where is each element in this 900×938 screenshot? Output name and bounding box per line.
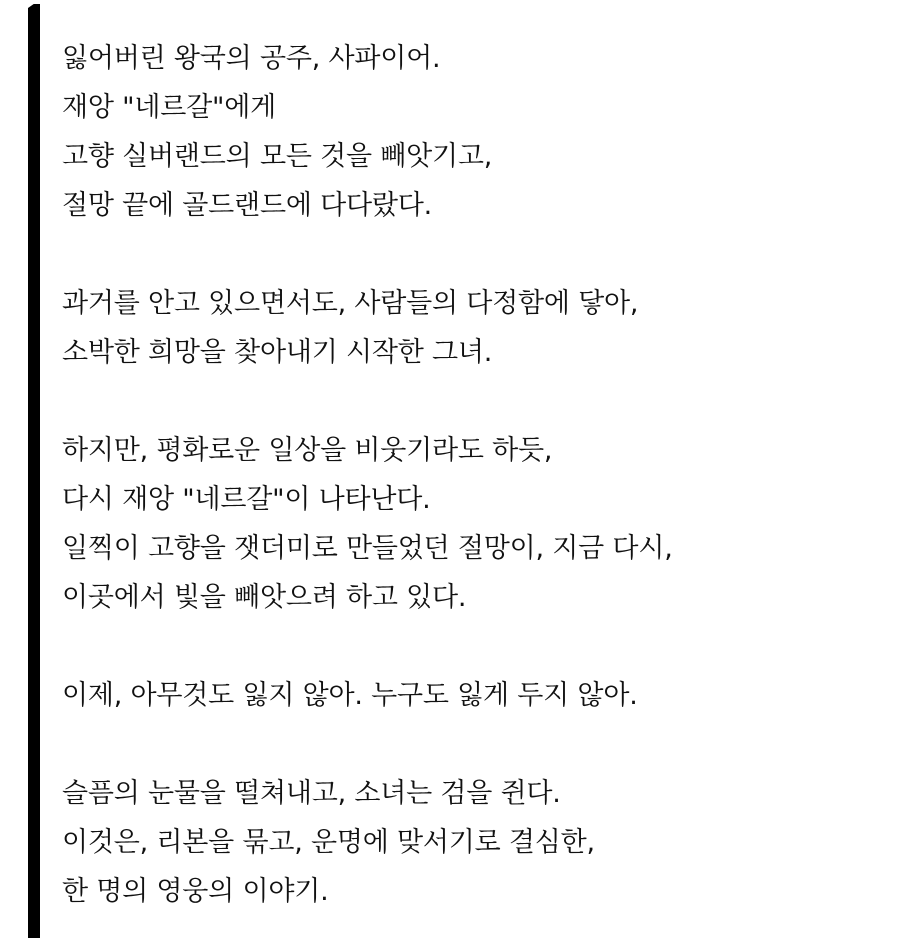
text-line: 고향 실버랜드의 모든 것을 빼앗기고,	[62, 141, 493, 172]
text-line: 다시 재앙 "네르갈"이 나타난다.	[62, 484, 431, 515]
story-text	[62, 34, 882, 916]
paragraph-gap	[62, 377, 882, 426]
text-line: 재앙 "네르갈"에게	[62, 92, 276, 123]
text-line: 이것은, 리본을 묶고, 운명에 맞서기로 결심한,	[62, 827, 595, 858]
paragraph-gap	[62, 720, 882, 769]
text-line: 슬픔의 눈물을 떨쳐내고, 소녀는 검을 쥔다.	[62, 778, 561, 809]
paragraph-gap	[62, 230, 882, 279]
paragraph-1	[62, 34, 882, 230]
text-line: 절망 끝에 골드랜드에 다다랐다.	[62, 190, 432, 221]
text-line: 잃어버린 왕국의 공주, 사파이어.	[62, 43, 441, 74]
blockquote-bar	[28, 4, 40, 938]
paragraph-5	[62, 769, 882, 916]
text-line: 이제, 아무것도 잃지 않아. 누구도 잃게 두지 않아.	[62, 680, 638, 711]
text-line: 일찍이 고향을 잿더미로 만들었던 절망이, 지금 다시,	[62, 533, 673, 564]
paragraph-2	[62, 279, 882, 377]
paragraph-4	[62, 671, 882, 720]
text-line: 이곳에서 빛을 빼앗으려 하고 있다.	[62, 582, 467, 613]
text-line: 한 명의 영웅의 이야기.	[62, 876, 329, 907]
text-line: 소박한 희망을 찾아내기 시작한 그녀.	[62, 337, 493, 368]
text-line: 하지만, 평화로운 일상을 비웃기라도 하듯,	[62, 435, 553, 466]
text-line: 과거를 안고 있으면서도, 사람들의 다정함에 닿아,	[62, 288, 639, 319]
paragraph-3	[62, 426, 882, 622]
paragraph-gap	[62, 622, 882, 671]
